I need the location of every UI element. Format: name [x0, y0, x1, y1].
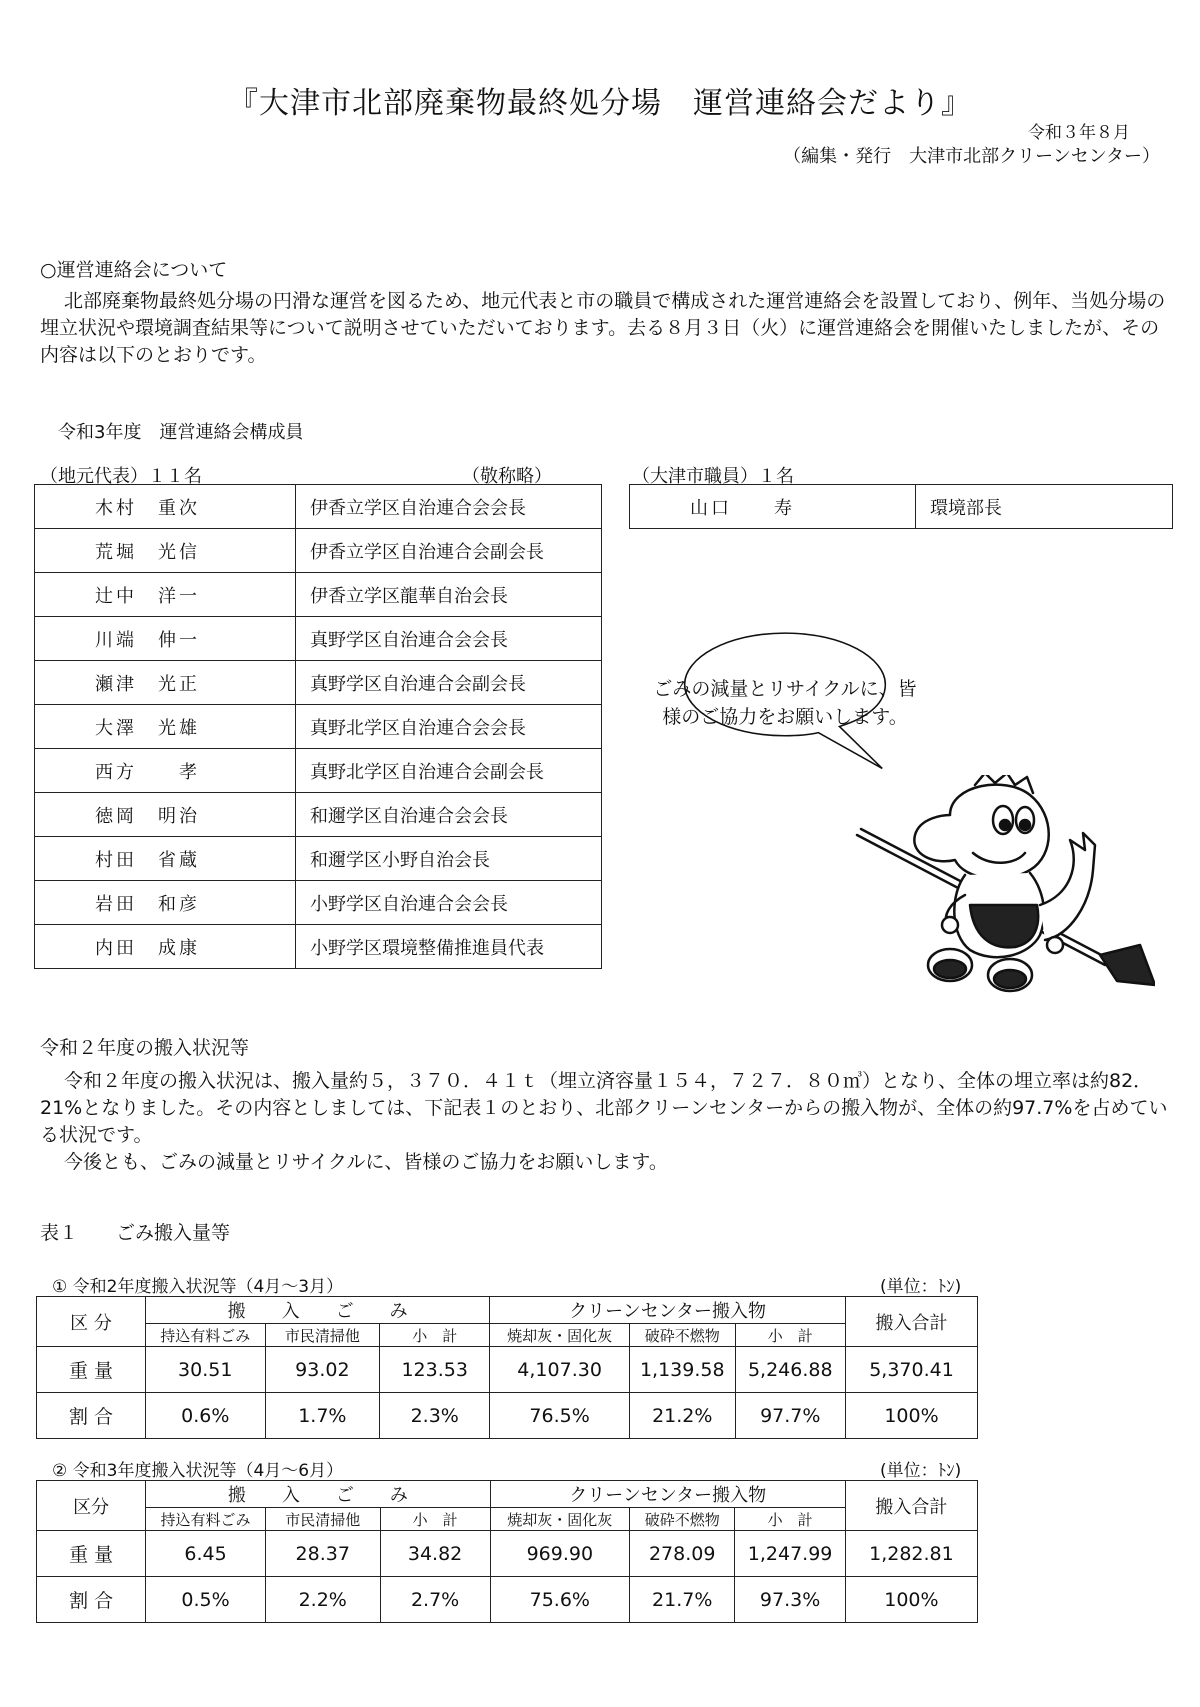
subheader-cell: 持込有料ごみ	[145, 1324, 265, 1347]
table-row	[37, 1393, 978, 1439]
member-name: 内田 成康	[35, 925, 296, 969]
member-name: 西方 孝	[35, 749, 296, 793]
city-members-label: （大津市職員）１名	[632, 466, 794, 487]
member-role: 和邇学区自治連合会会長	[296, 793, 602, 837]
header-row	[37, 1481, 978, 1508]
subheader-cell: 小 計	[380, 1324, 490, 1347]
member-name: 岩田 和彦	[35, 881, 296, 925]
row-label: 重 量	[37, 1531, 146, 1577]
member-name: 村田 省蔵	[35, 837, 296, 881]
section-heading-meeting: ○運営連絡会について	[40, 259, 228, 281]
table-cell: 34.82	[380, 1531, 490, 1577]
subheader-cell: 破砕不燃物	[630, 1508, 735, 1531]
member-name: 徳岡 明治	[35, 793, 296, 837]
table-cell: 21.7%	[630, 1577, 735, 1623]
table1-unit: (単位：ﾄﾝ)	[880, 1277, 962, 1297]
table-cell: 4,107.30	[490, 1347, 630, 1393]
city-members-table	[629, 484, 1173, 529]
table1	[36, 1296, 978, 1439]
table-cell: 1,139.58	[630, 1347, 736, 1393]
section-body-meeting	[40, 288, 1170, 369]
table-row	[37, 1577, 978, 1623]
member-role: 伊香立学区龍華自治会長	[296, 573, 602, 617]
member-row	[35, 881, 602, 925]
row-label: 割 合	[37, 1577, 146, 1623]
member-role: 環境部長	[916, 485, 1173, 529]
member-row	[35, 749, 602, 793]
member-row	[35, 793, 602, 837]
table-cell: 1,247.99	[735, 1531, 846, 1577]
mascot-illustration	[855, 775, 1155, 1005]
header-class: 区分	[37, 1481, 146, 1531]
table-row	[37, 1347, 978, 1393]
member-name: 大澤 光雄	[35, 705, 296, 749]
publisher: （編集・発行 大津市北部クリーンセンター）	[783, 146, 1160, 167]
table-cell: 97.3%	[735, 1577, 846, 1623]
table-cell: 1,282.81	[845, 1531, 977, 1577]
subheader-cell: 小 計	[735, 1324, 845, 1347]
member-name: 川端 伸一	[35, 617, 296, 661]
member-row	[630, 485, 1173, 529]
member-row	[35, 617, 602, 661]
table-title: 表１ ごみ搬入量等	[40, 1222, 231, 1244]
table-row	[37, 1531, 978, 1577]
member-role: 真野北学区自治連合会会長	[296, 705, 602, 749]
member-role: 和邇学区小野自治会長	[296, 837, 602, 881]
table2-caption: ② 令和3年度搬入状況等（4月～6月）	[52, 1461, 344, 1481]
table-cell: 969.90	[490, 1531, 630, 1577]
subheader-cell: 市民清掃他	[265, 1324, 380, 1347]
table-cell: 0.5%	[146, 1577, 266, 1623]
section-body-intake	[40, 1068, 1170, 1176]
local-members-label: （地元代表）１１名	[40, 466, 202, 487]
speech-bubble-text: ごみの減量とリサイクルに、皆様のご協力をお願いします。	[653, 678, 917, 728]
subheader-cell: 焼却灰・固化灰	[490, 1324, 630, 1347]
honorific-note: （敬称略）	[462, 466, 552, 487]
table-cell: 6.45	[146, 1531, 266, 1577]
member-row	[35, 529, 602, 573]
member-name: 瀬津 光正	[35, 661, 296, 705]
row-label: 割 合	[37, 1393, 146, 1439]
header-total: 搬入合計	[845, 1481, 977, 1531]
subheader-cell: 市民清掃他	[265, 1508, 380, 1531]
table-cell: 278.09	[630, 1531, 735, 1577]
header-waste: 搬 入 ご み	[145, 1297, 489, 1324]
member-name: 山口 寿	[630, 485, 916, 529]
header-total: 搬入合計	[845, 1297, 977, 1347]
member-name: 荒堀 光信	[35, 529, 296, 573]
table-cell: 21.2%	[630, 1393, 736, 1439]
table-cell: 0.6%	[145, 1393, 265, 1439]
table-cell: 100%	[845, 1393, 977, 1439]
local-members-table	[34, 484, 602, 969]
table2-unit: (単位：ﾄﾝ)	[880, 1461, 962, 1481]
subheader-cell: 小 計	[380, 1508, 490, 1531]
table-cell: 76.5%	[490, 1393, 630, 1439]
subheader-cell: 焼却灰・固化灰	[490, 1508, 630, 1531]
issue-date: 令和３年８月	[1028, 123, 1130, 143]
header-class: 区 分	[37, 1297, 146, 1347]
section-heading-intake: 令和２年度の搬入状況等	[40, 1037, 250, 1059]
subheader-row	[37, 1324, 978, 1347]
members-heading: 令和3年度 運営連絡会構成員	[58, 422, 304, 443]
table-cell: 2.3%	[380, 1393, 490, 1439]
header-row	[37, 1297, 978, 1324]
page-title: 『大津市北部廃棄物最終処分場 運営連絡会だより』	[228, 86, 972, 121]
header-waste: 搬 入 ご み	[146, 1481, 490, 1508]
table-cell: 2.7%	[380, 1577, 490, 1623]
table-cell: 1.7%	[265, 1393, 380, 1439]
member-role: 小野学区環境整備推進員代表	[296, 925, 602, 969]
subheader-cell: 破砕不燃物	[630, 1324, 736, 1347]
member-name: 木村 重次	[35, 485, 296, 529]
subheader-row	[37, 1508, 978, 1531]
subheader-cell: 持込有料ごみ	[146, 1508, 266, 1531]
member-row	[35, 837, 602, 881]
table2	[36, 1480, 978, 1623]
table-cell: 93.02	[265, 1347, 380, 1393]
member-row	[35, 705, 602, 749]
member-row	[35, 661, 602, 705]
table-cell: 28.37	[265, 1531, 380, 1577]
member-row	[35, 485, 602, 529]
member-role: 伊香立学区自治連合会副会長	[296, 529, 602, 573]
subheader-cell: 小 計	[735, 1508, 846, 1531]
member-role: 小野学区自治連合会会長	[296, 881, 602, 925]
member-row	[35, 925, 602, 969]
member-row	[35, 573, 602, 617]
table-cell: 123.53	[380, 1347, 490, 1393]
member-role: 真野北学区自治連合会副会長	[296, 749, 602, 793]
table-cell: 97.7%	[735, 1393, 845, 1439]
table-cell: 100%	[845, 1577, 977, 1623]
header-center: クリーンセンター搬入物	[490, 1481, 845, 1508]
meeting-paragraph: 北部廃棄物最終処分場の円滑な運営を図るため、地元代表と市の職員で構成された運営連絡会を設置しており、例年、当処分場の埋立状況や環境調査結果等について説明させていただいております。去る８月３日（火）に運営連絡会を開催いたしましたが、その内容は以下のとおりです。	[40, 290, 1166, 366]
member-role: 真野学区自治連合会副会長	[296, 661, 602, 705]
table-cell: 5,370.41	[845, 1347, 977, 1393]
header-center: クリーンセンター搬入物	[490, 1297, 846, 1324]
intake-paragraph: 令和２年度の搬入状況は、搬入量約５，３７０．４１ｔ（埋立済容量１５４，７２７．８０㎥）となり、全体の埋立率は約82．21%となりました。その内容としましては、下記表１のとおり、北部クリーンセンターからの搬入物が、全体の約97.7%を占めている状況です。	[40, 1070, 1168, 1146]
table-cell: 5,246.88	[735, 1347, 845, 1393]
table-cell: 2.2%	[265, 1577, 380, 1623]
row-label: 重 量	[37, 1347, 146, 1393]
table-cell: 30.51	[145, 1347, 265, 1393]
table1-caption: ① 令和2年度搬入状況等（4月～3月）	[52, 1277, 344, 1297]
table-cell: 75.6%	[490, 1577, 630, 1623]
intake-request: 今後とも、ごみの減量とリサイクルに、皆様のご協力をお願いします。	[64, 1151, 668, 1173]
member-name: 辻中 洋一	[35, 573, 296, 617]
member-role: 真野学区自治連合会会長	[296, 617, 602, 661]
member-role: 伊香立学区自治連合会会長	[296, 485, 602, 529]
